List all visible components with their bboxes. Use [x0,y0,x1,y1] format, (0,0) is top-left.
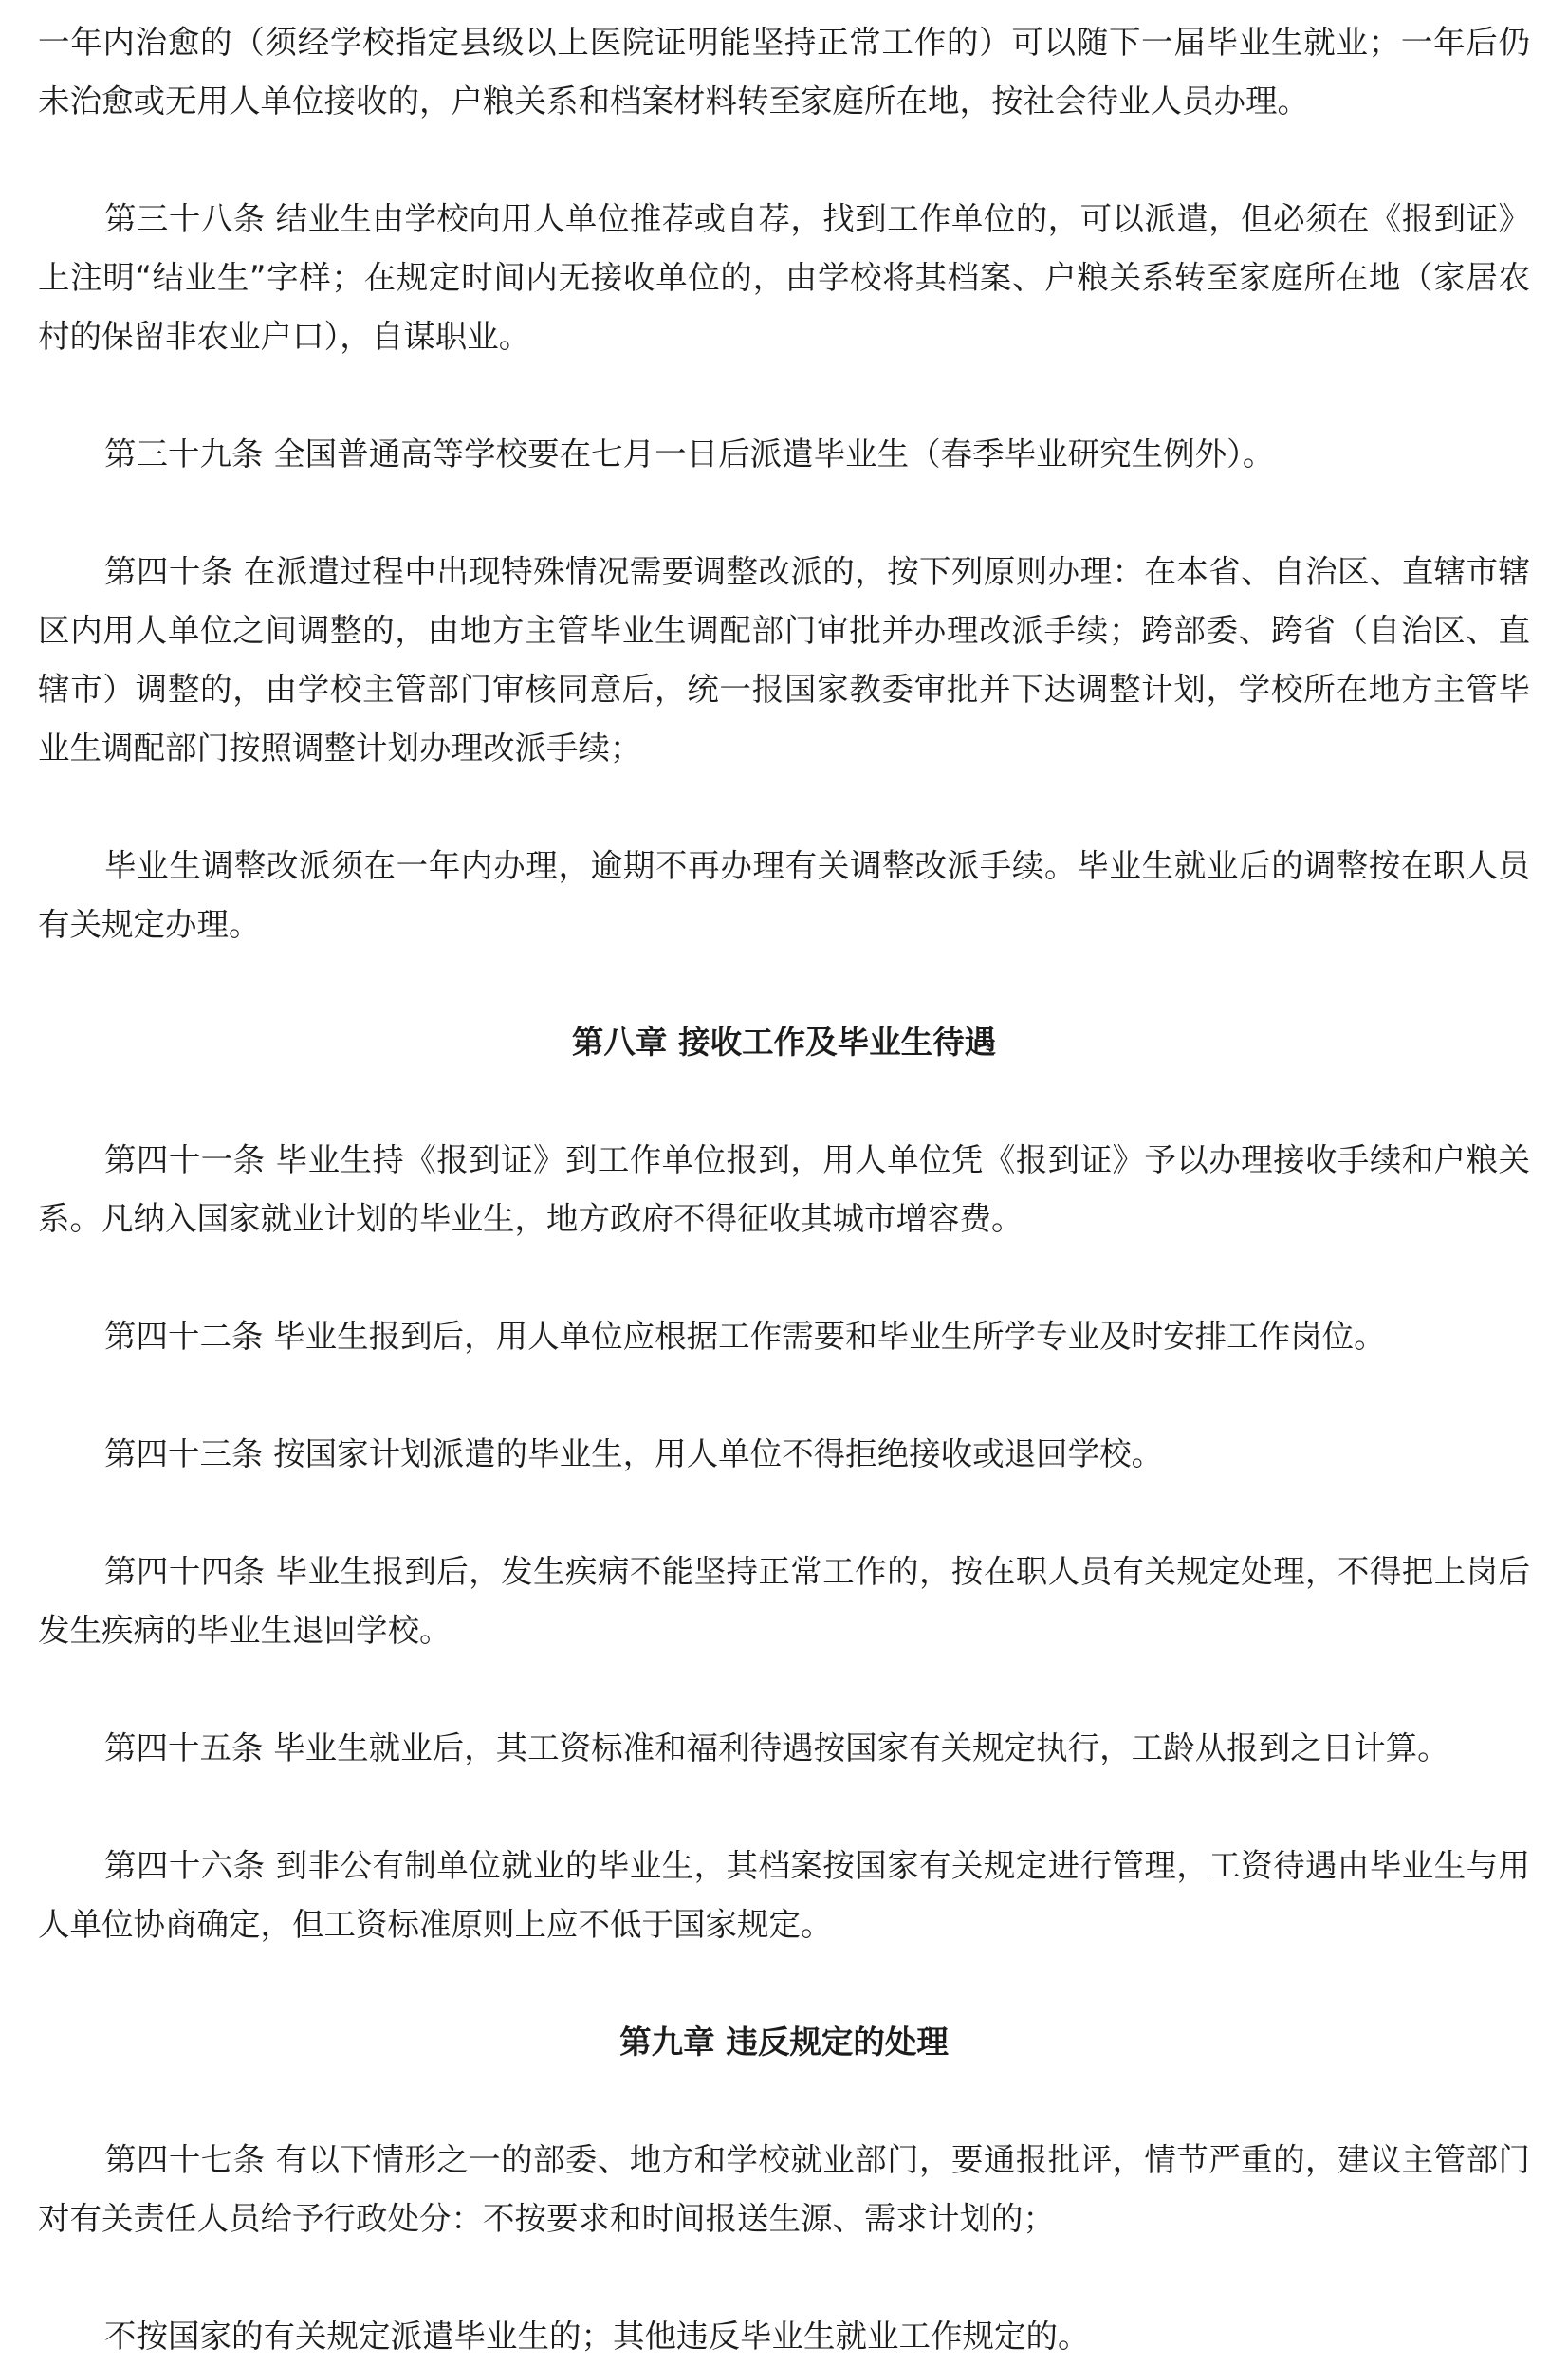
article-45: 第四十五条 毕业生就业后，其工资标准和福利待遇按国家有关规定执行，工龄从报到之日计算。 [104,1729,1449,1766]
article-47-continued: 不按国家的有关规定派遣毕业生的；其他违反毕业生就业工作规定的。 [104,2318,1090,2355]
article-46: 第四十六条 到非公有制单位就业的毕业生，其档案按国家有关规定进行管理，工资待遇由毕业生与用人单位协商确定，但工资标准原则上应不低于国家规定。 [38,1847,1530,1943]
chapter-8-title: 第八章 接收工作及毕业生待遇 [571,1024,997,1061]
article-41: 第四十一条 毕业生持《报到证》到工作单位报到，用人单位凭《报到证》予以办理接收手续和户粮关系。凡纳入国家就业计划的毕业生，地方政府不得征收其城市增容费。 [38,1141,1530,1237]
article-40: 第四十条 在派遣过程中出现特殊情况需要调整改派的，按下列原则办理：在本省、自治区、直辖市辖区内用人单位之间调整的，由地方主管毕业生调配部门审批并办理改派手续；跨部委、跨省（自治区、直辖市）调整的，由学校主管部门审核同意后，统一报国家教委审批并下达调整计划，学校所在地方主管毕业生调配部门按照调整计划办理改派手续； [38,553,1530,767]
article-47: 第四十七条 有以下情形之一的部委、地方和学校就业部门，要通报批评，情节严重的，建议主管部门对有关责任人员给予行政处分：不按要求和时间报送生源、需求计划的； [38,2141,1530,2237]
article-42: 第四十二条 毕业生报到后，用人单位应根据工作需要和毕业生所学专业及时安排工作岗位。 [104,1318,1386,1355]
article-43: 第四十三条 按国家计划派遣的毕业生，用人单位不得拒绝接收或退回学校。 [104,1435,1164,1472]
article-38: 第三十八条 结业生由学校向用人单位推荐或自荐，找到工作单位的，可以派遣，但必须在《报到证》上注明“结业生”字样；在规定时间内无接收单位的，由学校将其档案、户粮关系转至家庭所在地（家居农村的保留非农业户口），自谋职业。 [38,200,1530,355]
chapter-9-title: 第九章 违反规定的处理 [619,2024,949,2061]
paragraph-continuation: 一年内治愈的（须经学校指定县级以上医院证明能坚持正常工作的）可以随下一届毕业生就业；一年后仍未治愈或无用人单位接收的，户粮关系和档案材料转至家庭所在地，按社会待业人员办理。 [38,24,1530,120]
article-40-note: 毕业生调整改派须在一年内办理，逾期不再办理有关调整改派手续。毕业生就业后的调整按在职人员有关规定办理。 [38,847,1530,943]
article-39: 第三十九条 全国普通高等学校要在七月一日后派遣毕业生（春季毕业研究生例外）。 [104,435,1275,472]
article-44: 第四十四条 毕业生报到后，发生疾病不能坚持正常工作的，按在职人员有关规定处理，不得把上岗后发生疾病的毕业生退回学校。 [38,1553,1530,1649]
